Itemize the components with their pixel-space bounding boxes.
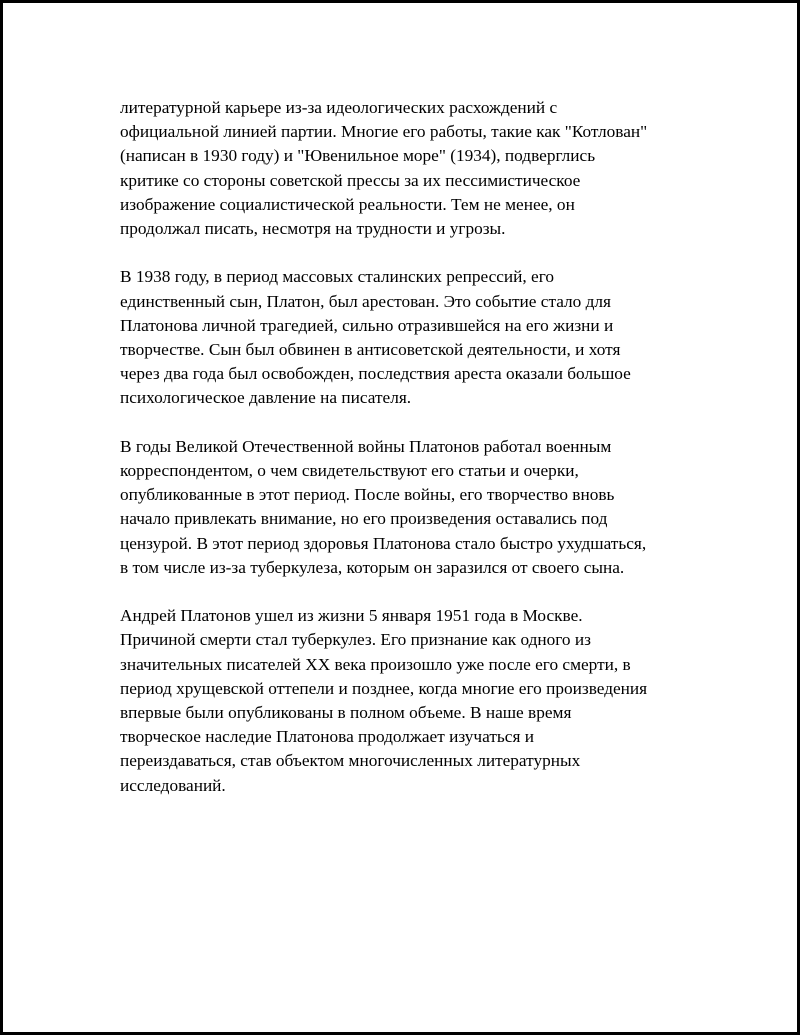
text-line: в том числе из-за туберкулеза, которым он заразился от своего сына. <box>120 557 625 577</box>
text-line: корреспондентом, о чем свидетельствуют его статьи и очерки, <box>120 461 579 481</box>
text-line: впервые были опубликованы в полном объеме. В наше время <box>120 703 572 723</box>
text-line: критике со стороны советской прессы за их пессимистическое <box>120 170 581 190</box>
text-line: начало привлекать внимание, но его произведения оставались под <box>120 509 608 529</box>
paragraph-1 <box>120 96 700 241</box>
text-line: период хрущевской оттепели и позднее, когда многие его произведения <box>120 678 648 698</box>
text-line: творческое наследие Платонова продолжает изучаться и <box>120 727 534 747</box>
text-line: (написан в 1930 году) и "Ювенильное море" (1934), подверглись <box>120 146 596 166</box>
paragraph-2 <box>120 265 700 410</box>
text-line: единственный сын, Платон, был арестован. Это событие стало для <box>120 291 611 311</box>
text-line: Платонова личной трагедией, сильно отразившейся на его жизни и <box>120 315 614 335</box>
text-line: В годы Великой Отечественной войны Платонов работал военным <box>120 436 612 456</box>
text-line: изображение социалистической реальности. Тем не менее, он <box>120 194 575 214</box>
text-line: исследований. <box>120 775 226 795</box>
text-line: Причиной смерти стал туберкулез. Его признание как одного из <box>120 630 591 650</box>
document-body <box>120 96 700 822</box>
text-line: через два года был освобожден, последствия ареста оказали большое <box>120 364 631 384</box>
text-line: творчестве. Сын был обвинен в антисоветской деятельности, и хотя <box>120 340 621 360</box>
text-line: В 1938 году, в период массовых сталинских репрессий, его <box>120 267 555 287</box>
text-line: официальной линией партии. Многие его работы, такие как "Котлован" <box>120 122 648 142</box>
text-line: психологическое давление на писателя. <box>120 388 412 408</box>
text-line: цензурой. В этот период здоровья Платонова стало быстро ухудшаться, <box>120 533 647 553</box>
paragraph-3 <box>120 435 700 580</box>
paragraph-4 <box>120 604 700 798</box>
text-line: опубликованные в этот период. После войны, его творчество вновь <box>120 485 615 505</box>
text-line: Андрей Платонов ушел из жизни 5 января 1951 года в Москве. <box>120 606 583 626</box>
text-line: значительных писателей XX века произошло уже после его смерти, в <box>120 654 631 674</box>
text-line: переиздаваться, став объектом многочисленных литературных <box>120 751 581 771</box>
text-line: литературной карьере из-за идеологических расхождений с <box>120 98 558 117</box>
text-line: продолжал писать, несмотря на трудности и угрозы. <box>120 219 506 239</box>
